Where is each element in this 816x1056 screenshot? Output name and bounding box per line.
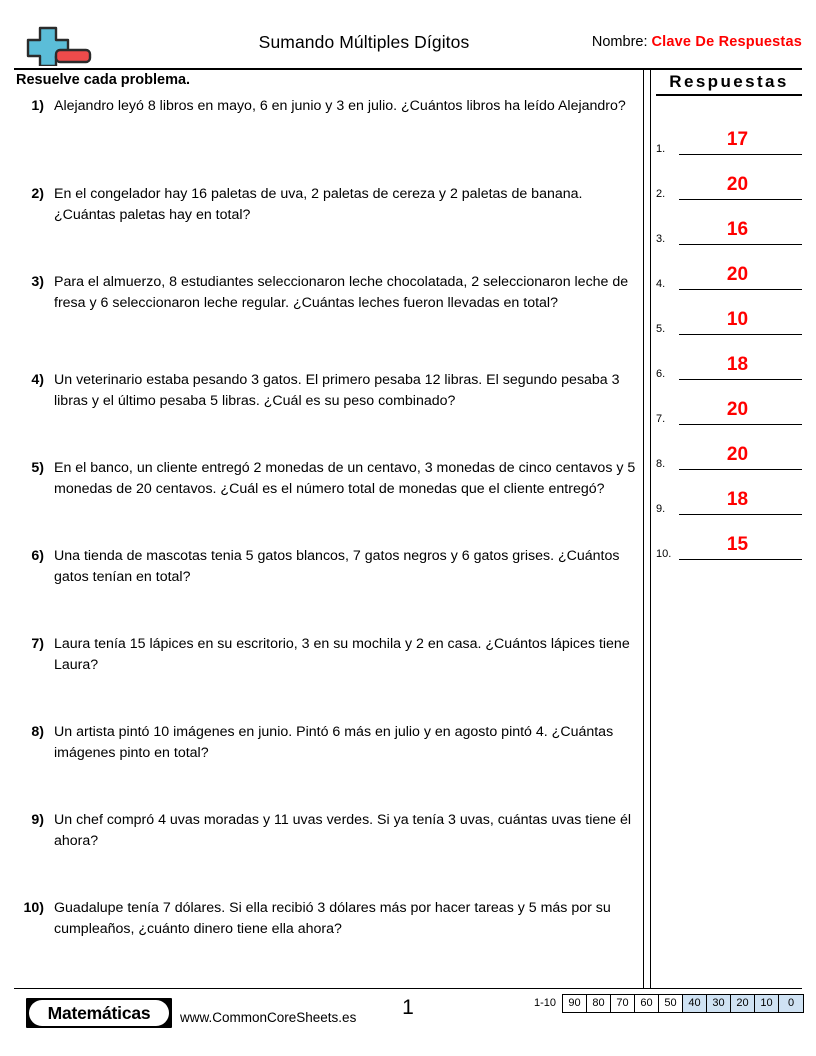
score-range-label: 1-10 [534,997,557,1009]
problem-number: 7) [31,636,44,652]
problem-text: En el congelador hay 16 paletas de uva, 2 paletas de cereza y 2 paletas de banana. ¿Cuántas paletas hay en total? [54,186,583,223]
problem-number: 5) [31,460,44,476]
problem-item [16,810,638,851]
problem-text: En el banco, un cliente entregó 2 monedas de un centavo, 3 monedas de cinco centavos y 5 monedas de 20 centavos. ¿Cuál es el número total de monedas que el cliente entregó? [54,460,636,497]
problem-item [16,546,638,587]
problem-item [16,634,638,675]
answer-row [656,380,802,425]
answer-value: 18 [726,489,749,510]
answer-row [656,470,802,515]
footer-divider [14,988,802,989]
problem-number: 6) [31,548,44,564]
score-scale [534,994,804,1013]
answer-index: 7. [656,413,666,425]
problem-item [16,898,638,939]
problem-text: Alejandro leyó 8 libros en mayo, 6 en junio y 3 en julio. ¿Cuántos libros ha leído Alejandro? [54,98,626,114]
score-box[interactable]: 10 [755,995,779,1012]
answer-index: 6. [656,368,666,380]
problem-number: 2) [31,186,44,202]
answer-row [656,335,802,380]
brand-label: Matemáticas [29,1000,169,1026]
score-box[interactable]: 70 [611,995,635,1012]
problem-number: 1) [31,98,44,114]
problem-text: Laura tenía 15 lápices en su escritorio, 3 en su mochila y 2 en casa. ¿Cuántos lápices tiene Laura? [54,636,630,673]
score-box[interactable]: 40 [683,995,707,1012]
column-divider-outer [643,70,644,988]
answer-index: 8. [656,458,666,470]
answer-value: 17 [726,129,749,150]
problem-text: Un artista pintó 10 imágenes en junio. Pintó 6 más en julio y en agosto pintó 4. ¿Cuántas imágenes pinto en total? [54,724,614,761]
answer-blank-line[interactable] [679,218,802,245]
answer-row [656,425,802,470]
problem-item [16,184,638,225]
answer-blank-line[interactable] [679,173,802,200]
page-title: Sumando Múltiples Dígitos [258,32,470,52]
answer-index: 9. [656,503,666,515]
column-divider-inner [650,70,651,988]
problem-text: Una tienda de mascotas tenia 5 gatos blancos, 7 gatos negros y 6 gatos grises. ¿Cuántos gatos tenían en total? [54,548,620,585]
answer-blank-line[interactable] [679,398,802,425]
score-box[interactable]: 80 [587,995,611,1012]
answer-value: 20 [726,399,749,420]
score-box[interactable]: 20 [731,995,755,1012]
answer-blank-line[interactable] [679,533,802,560]
problem-item [16,370,638,411]
answer-blank-line[interactable] [679,128,802,155]
answer-row [656,515,802,560]
problem-item [16,458,638,499]
problem-number: 3) [31,274,44,290]
worksheet-footer [14,992,802,1042]
answer-index: 10. [656,548,672,560]
problem-text: Un veterinario estaba pesando 3 gatos. El primero pesaba 12 libras. El segundo pesaba 3 libras y el último pesaba 5 libras. ¿Cuál es su peso combinado? [54,372,620,409]
problem-text: Un chef compró 4 uvas moradas y 11 uvas verdes. Si ya tenía 3 uvas, cuántas uvas tiene él ahora? [54,812,632,849]
score-box-group [562,994,804,1013]
header-divider [14,68,802,70]
answer-value: 15 [726,534,749,555]
answer-row [656,290,802,335]
score-box[interactable]: 60 [635,995,659,1012]
problem-number: 10) [23,900,44,916]
problem-number: 9) [31,812,44,828]
answer-blank-line[interactable] [679,353,802,380]
answer-row [656,110,802,155]
instructions-text: Resuelve cada problema. [16,72,191,88]
answer-blank-line[interactable] [679,308,802,335]
answer-row [656,200,802,245]
answer-value: 20 [726,444,749,465]
name-value: Clave De Respuestas [651,34,802,50]
answer-value: 18 [726,354,749,375]
score-box[interactable]: 50 [659,995,683,1012]
score-box[interactable]: 90 [563,995,587,1012]
page-number: 1 [402,996,414,1019]
answer-index: 1. [656,143,666,155]
worksheet-header [14,20,802,68]
problem-item [16,722,638,763]
answer-blank-line[interactable] [679,263,802,290]
answer-blank-line[interactable] [679,443,802,470]
answer-value: 20 [726,264,749,285]
answer-value: 10 [726,309,749,330]
problem-text: Para el almuerzo, 8 estudiantes seleccionaron leche chocolatada, 2 seleccionaron leche de fresa y 6 seleccionaron leche regular. ¿Cuántas leches fueron llevadas en total? [54,274,629,311]
answer-index: 2. [656,188,666,200]
answer-row [656,245,802,290]
problem-item [16,272,638,313]
name-label: Nombre: [591,34,648,50]
score-box[interactable]: 0 [779,995,803,1012]
problem-number: 4) [31,372,44,388]
answers-heading: Respuestas [656,72,802,96]
problem-number: 8) [31,724,44,740]
plus-minus-icon [20,22,104,66]
answer-index: 4. [656,278,666,290]
answer-index: 5. [656,323,666,335]
site-url: www.CommonCoreSheets.es [180,1010,357,1025]
problem-text: Guadalupe tenía 7 dólares. Si ella recibió 3 dólares más por hacer tareas y 5 más por su cumpleaños, ¿cuánto dinero tiene ella ahora? [54,900,611,937]
name-field [592,34,802,50]
answer-value: 16 [726,219,749,240]
answer-row [656,155,802,200]
answer-index: 3. [656,233,666,245]
score-box[interactable]: 30 [707,995,731,1012]
answer-blank-line[interactable] [679,488,802,515]
problem-item [16,96,638,117]
answer-value: 20 [726,174,749,195]
